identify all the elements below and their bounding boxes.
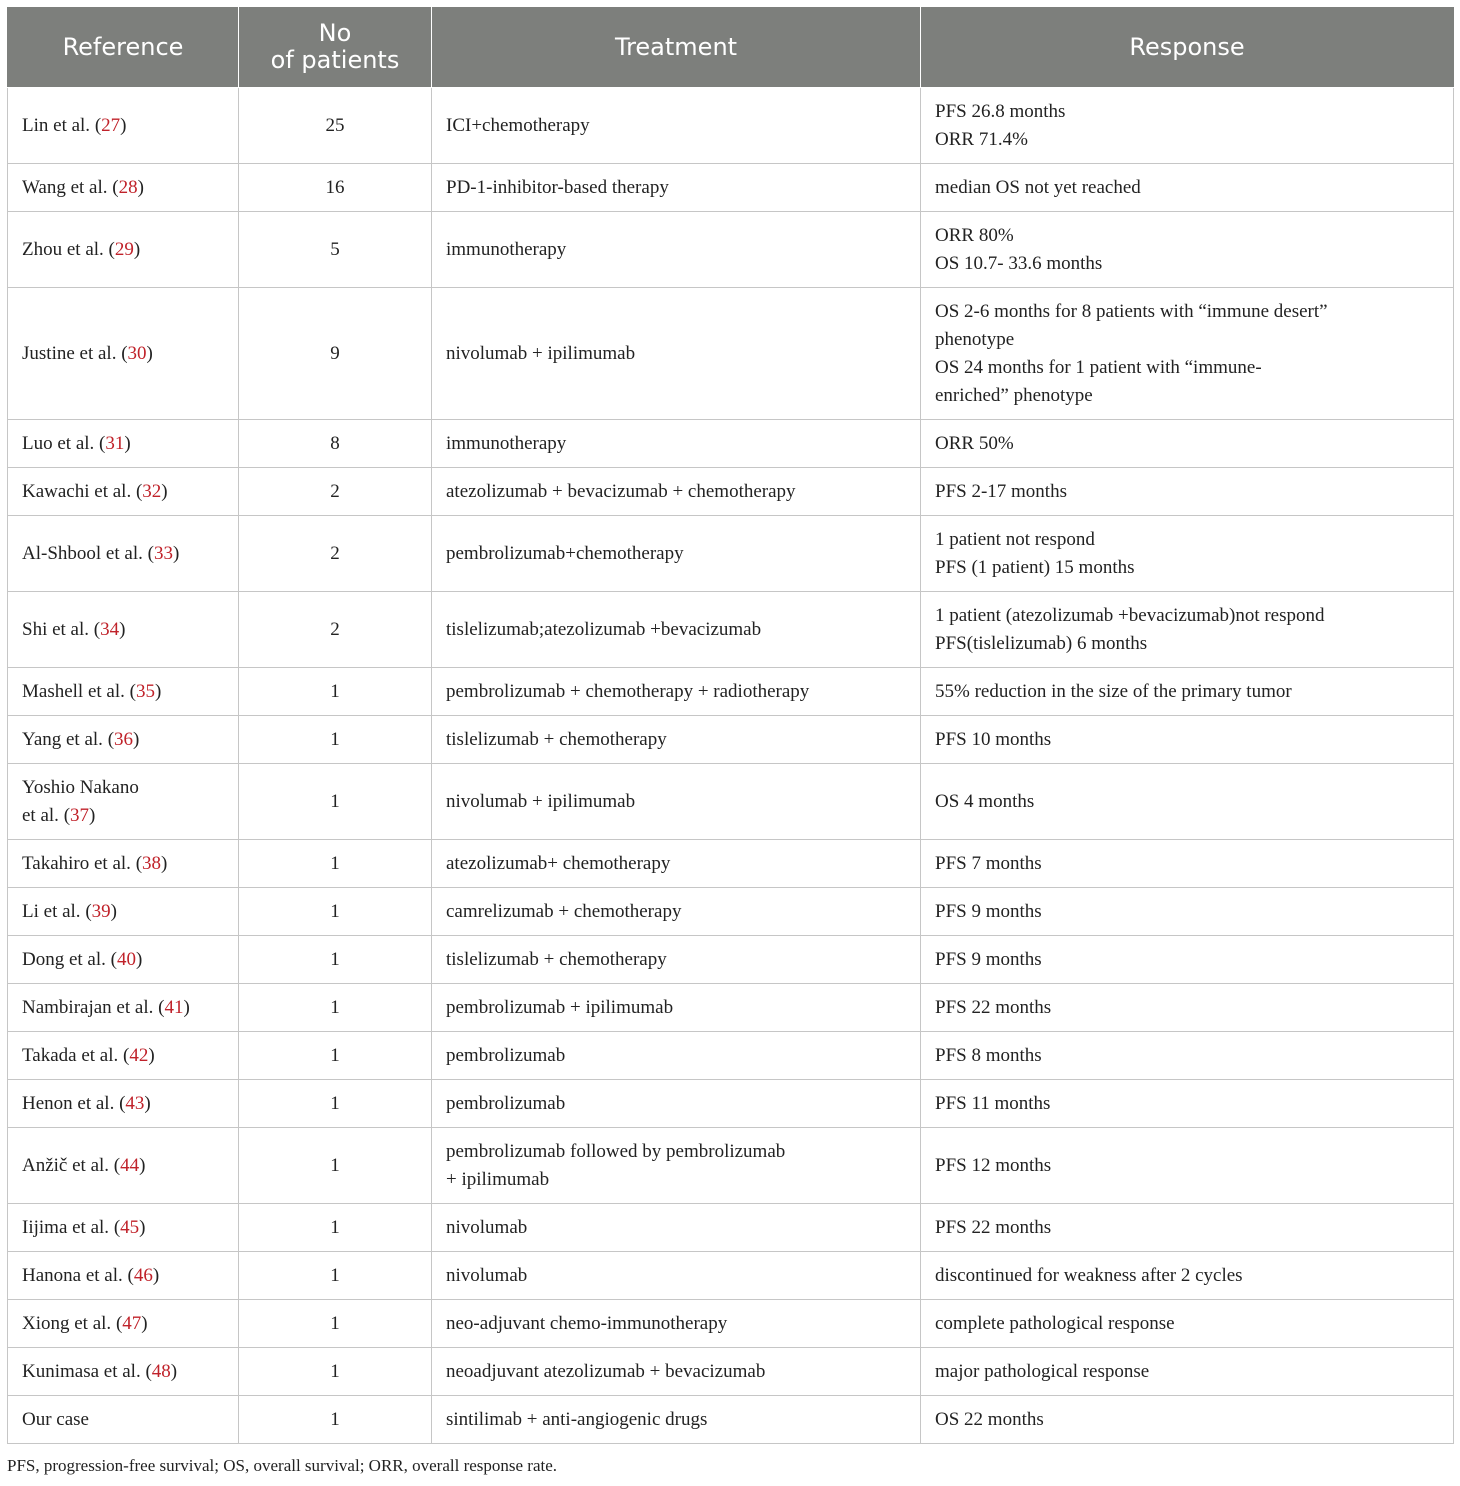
reference-cell: Yoshio Nakano et al. (37) (8, 764, 239, 840)
response-text: OS 22 months (935, 1409, 1044, 1430)
table-row (8, 764, 1454, 840)
reference-author: Kunimasa et al. (22, 1361, 141, 1382)
treatment-text: ICI+chemotherapy (446, 115, 590, 136)
patients-count-cell: 1 (239, 1348, 432, 1396)
treatment-cell (432, 164, 921, 212)
patients-count-cell: 1 (239, 1252, 432, 1300)
response-text: OS 2-6 months for 8 patients with “immune desert” (935, 301, 1328, 322)
treatment-text: neo-adjuvant chemo-immunotherapy (446, 1313, 728, 1334)
response-cell (921, 288, 1454, 420)
citation-link[interactable]: 34 (100, 619, 120, 640)
treatment-text: atezolizumab + bevacizumab + chemotherapy (446, 481, 796, 502)
treatment-text: atezolizumab+ chemotherapy (446, 853, 671, 874)
treatment-cell (432, 668, 921, 716)
table-row (8, 1396, 1454, 1444)
citation-link[interactable]: 44 (120, 1155, 140, 1176)
response-text: PFS 10 months (935, 729, 1052, 750)
treatment-text: nivolumab + ipilimumab (446, 343, 636, 364)
response-text: PFS (1 patient) 15 months (935, 557, 1135, 578)
response-cell (921, 516, 1454, 592)
table-row (8, 288, 1454, 420)
reference-cell: Anžič et al. (44) (8, 1128, 239, 1204)
response-text: 55% reduction in the size of the primary tumor (935, 681, 1292, 702)
table-row (8, 212, 1454, 288)
reference-cell: Luo et al. (31) (8, 420, 239, 468)
reference-author: et al. (22, 805, 59, 826)
treatment-cell (432, 764, 921, 840)
treatment-cell (432, 88, 921, 164)
reference-author: Shi et al. (22, 619, 90, 640)
citation-link[interactable]: 40 (116, 949, 136, 970)
citation-link[interactable]: 32 (142, 481, 162, 502)
reference-author: Wang et al. (22, 177, 108, 198)
reference-cell: Kunimasa et al. (48) (8, 1348, 239, 1396)
treatment-text: pembrolizumab + chemotherapy + radiotherapy (446, 681, 810, 702)
reference-author: Zhou et al. (22, 239, 104, 260)
reference-cell: Lin et al. (27) (8, 88, 239, 164)
response-cell (921, 1300, 1454, 1348)
treatment-text: immunotherapy (446, 433, 567, 454)
treatment-cell (432, 1396, 921, 1444)
citation-link[interactable]: 43 (125, 1093, 145, 1114)
response-cell (921, 1396, 1454, 1444)
patients-count-cell: 1 (239, 1128, 432, 1204)
reference-cell: Takada et al. (42) (8, 1032, 239, 1080)
response-text: ORR 80% (935, 225, 1014, 246)
treatment-cell (432, 840, 921, 888)
table-row (8, 1252, 1454, 1300)
response-cell (921, 764, 1454, 840)
reference-author: Dong et al. (22, 949, 106, 970)
patients-count-cell: 1 (239, 984, 432, 1032)
response-cell (921, 1080, 1454, 1128)
treatment-cell (432, 1300, 921, 1348)
reference-cell: Zhou et al. (29) (8, 212, 239, 288)
citation-link[interactable]: 31 (105, 433, 125, 454)
patients-count-cell: 2 (239, 592, 432, 668)
citation-link[interactable]: 29 (114, 239, 134, 260)
patients-count-cell: 2 (239, 516, 432, 592)
header-no-of-patients: No of patients (239, 7, 432, 88)
treatment-cell (432, 212, 921, 288)
header-treatment: Treatment (432, 7, 921, 88)
treatment-cell (432, 1128, 921, 1204)
reference-author: Mashell et al. (22, 681, 125, 702)
patients-count-cell: 8 (239, 420, 432, 468)
treatment-text: tislelizumab;atezolizumab +bevacizumab (446, 619, 762, 640)
treatment-text: immunotherapy (446, 239, 567, 260)
patients-count-cell: 1 (239, 1396, 432, 1444)
table-row (8, 420, 1454, 468)
treatment-cell (432, 1204, 921, 1252)
reference-author: Justine et al. (22, 343, 117, 364)
response-cell (921, 164, 1454, 212)
response-cell (921, 212, 1454, 288)
reference-author: Yang et al. (22, 729, 103, 750)
treatment-cell (432, 420, 921, 468)
reference-author: Luo et al. (22, 433, 95, 454)
treatment-text: nivolumab + ipilimumab (446, 791, 636, 812)
response-text: PFS 9 months (935, 949, 1042, 970)
reference-author: Lin et al. (22, 115, 91, 136)
response-text: 1 patient not respond (935, 529, 1095, 550)
response-text: PFS 8 months (935, 1045, 1042, 1066)
table-row (8, 840, 1454, 888)
reference-author: Takahiro et al. (22, 853, 131, 874)
citation-link[interactable]: 39 (91, 901, 111, 922)
treatment-cell (432, 288, 921, 420)
response-text: phenotype (935, 329, 1015, 350)
treatment-cell (432, 516, 921, 592)
table-row (8, 888, 1454, 936)
reference-cell: Wang et al. (28) (8, 164, 239, 212)
response-text: PFS 9 months (935, 901, 1042, 922)
response-text: OS 24 months for 1 patient with “immune- (935, 357, 1262, 378)
response-text: OS 4 months (935, 791, 1035, 812)
reference-author: Li et al. (22, 901, 81, 922)
citation-link[interactable]: 36 (114, 729, 134, 750)
treatment-text: nivolumab (446, 1217, 528, 1238)
reference-author: Kawachi et al. (22, 481, 132, 502)
reference-cell: Al-Shbool et al. (33) (8, 516, 239, 592)
response-text: PFS 26.8 months (935, 101, 1066, 122)
reference-cell: Justine et al. (30) (8, 288, 239, 420)
treatment-cell (432, 1252, 921, 1300)
treatment-cell (432, 592, 921, 668)
citation-link[interactable]: 33 (153, 543, 173, 564)
patients-count-cell: 1 (239, 840, 432, 888)
citation-link[interactable]: 41 (164, 997, 184, 1018)
treatment-cell (432, 1080, 921, 1128)
response-cell (921, 1204, 1454, 1252)
citation-link[interactable]: 38 (142, 853, 162, 874)
response-text: PFS 12 months (935, 1155, 1052, 1176)
response-text: 1 patient (atezolizumab +bevacizumab)not respond (935, 605, 1325, 626)
patients-count-cell: 1 (239, 936, 432, 984)
treatment-text: pembrolizumab + ipilimumab (446, 997, 674, 1018)
response-cell (921, 1252, 1454, 1300)
studies-table (7, 7, 1454, 1444)
response-text: discontinued for weakness after 2 cycles (935, 1265, 1243, 1286)
citation-link[interactable]: 30 (127, 343, 147, 364)
treatment-text: tislelizumab + chemotherapy (446, 949, 667, 970)
table-row (8, 468, 1454, 516)
treatment-text: pembrolizumab followed by pembrolizumab (446, 1141, 786, 1162)
reference-author: Our case (22, 1409, 89, 1430)
response-cell (921, 468, 1454, 516)
reference-cell: Henon et al. (43) (8, 1080, 239, 1128)
treatment-cell (432, 888, 921, 936)
reference-cell: Kawachi et al. (32) (8, 468, 239, 516)
treatment-cell (432, 1348, 921, 1396)
citation-link[interactable]: 48 (151, 1361, 171, 1382)
table-row (8, 1300, 1454, 1348)
patients-count-cell: 1 (239, 1204, 432, 1252)
reference-author: Takada et al. (22, 1045, 119, 1066)
response-text: PFS 7 months (935, 853, 1042, 874)
treatment-text: sintilimab + anti-angiogenic drugs (446, 1409, 708, 1430)
patients-count-cell: 2 (239, 468, 432, 516)
treatment-cell (432, 936, 921, 984)
patients-count-cell: 1 (239, 668, 432, 716)
table-row (8, 1128, 1454, 1204)
citation-link[interactable]: 28 (118, 177, 138, 198)
response-text: median OS not yet reached (935, 177, 1141, 198)
reference-cell (8, 1396, 239, 1444)
reference-cell: Mashell et al. (35) (8, 668, 239, 716)
response-text: PFS 22 months (935, 1217, 1052, 1238)
reference-author: Yoshio Nakano (22, 777, 139, 798)
treatment-cell (432, 468, 921, 516)
patients-count-cell: 1 (239, 888, 432, 936)
header-row (8, 7, 1454, 88)
citation-link[interactable]: 45 (120, 1217, 140, 1238)
table-row (8, 164, 1454, 212)
treatment-text: pembrolizumab (446, 1045, 566, 1066)
treatment-text: PD-1-inhibitor-based therapy (446, 177, 669, 198)
table-row (8, 88, 1454, 164)
treatment-text: nivolumab (446, 1265, 528, 1286)
citation-link[interactable]: 42 (129, 1045, 149, 1066)
response-cell (921, 420, 1454, 468)
reference-cell: Yang et al. (36) (8, 716, 239, 764)
table-row (8, 1032, 1454, 1080)
patients-count-cell: 1 (239, 1032, 432, 1080)
response-text: PFS 22 months (935, 997, 1052, 1018)
response-cell (921, 936, 1454, 984)
treatment-text: tislelizumab + chemotherapy (446, 729, 667, 750)
table-row (8, 592, 1454, 668)
patients-count-cell: 1 (239, 1080, 432, 1128)
reference-author: Iijima et al. (22, 1217, 110, 1238)
treatment-cell (432, 716, 921, 764)
response-cell (921, 1348, 1454, 1396)
reference-cell: Li et al. (39) (8, 888, 239, 936)
table-row (8, 1204, 1454, 1252)
table-row (8, 936, 1454, 984)
table-row (8, 1080, 1454, 1128)
response-text: PFS(tislelizumab) 6 months (935, 633, 1148, 654)
treatment-text: camrelizumab + chemotherapy (446, 901, 682, 922)
response-cell (921, 984, 1454, 1032)
table-row (8, 984, 1454, 1032)
response-text: PFS 2-17 months (935, 481, 1067, 502)
table-footnote: PFS, progression-free survival; OS, overall survival; ORR, overall response rate. (7, 1456, 558, 1475)
response-text: PFS 11 months (935, 1093, 1051, 1114)
patients-count-cell: 1 (239, 716, 432, 764)
patients-count-cell: 1 (239, 764, 432, 840)
reference-author: Al-Shbool et al. (22, 543, 143, 564)
citation-link[interactable]: 35 (135, 681, 155, 702)
reference-cell: Hanona et al. (46) (8, 1252, 239, 1300)
patients-count-cell: 16 (239, 164, 432, 212)
citation-link[interactable]: 27 (101, 115, 121, 136)
treatment-text: + ipilimumab (446, 1169, 550, 1190)
citation-link[interactable]: 46 (133, 1265, 153, 1286)
reference-author: Henon et al. (22, 1093, 115, 1114)
table-header (8, 7, 1454, 88)
patients-count-cell: 9 (239, 288, 432, 420)
response-text: enriched” phenotype (935, 385, 1093, 406)
response-cell (921, 668, 1454, 716)
response-cell (921, 716, 1454, 764)
reference-author: Hanona et al. (22, 1265, 123, 1286)
reference-cell: Takahiro et al. (38) (8, 840, 239, 888)
treatment-cell (432, 1032, 921, 1080)
response-cell (921, 592, 1454, 668)
response-text: OS 10.7- 33.6 months (935, 253, 1103, 274)
treatment-text: pembrolizumab (446, 1093, 566, 1114)
patients-count-cell: 25 (239, 88, 432, 164)
response-text: ORR 71.4% (935, 129, 1028, 150)
response-cell (921, 840, 1454, 888)
treatment-cell (432, 984, 921, 1032)
reference-author: Nambirajan et al. (22, 997, 154, 1018)
response-cell (921, 1032, 1454, 1080)
response-cell (921, 888, 1454, 936)
citation-link[interactable]: 37 (70, 805, 90, 826)
header-reference: Reference (8, 7, 239, 88)
header-response: Response (921, 7, 1454, 88)
response-text: ORR 50% (935, 433, 1014, 454)
reference-cell: Nambirajan et al. (41) (8, 984, 239, 1032)
reference-author: Anžič et al. (22, 1155, 110, 1176)
reference-cell: Dong et al. (40) (8, 936, 239, 984)
response-text: major pathological response (935, 1361, 1150, 1382)
reference-cell: Shi et al. (34) (8, 592, 239, 668)
patients-count-cell: 5 (239, 212, 432, 288)
reference-cell: Xiong et al. (47) (8, 1300, 239, 1348)
response-cell (921, 88, 1454, 164)
response-text: complete pathological response (935, 1313, 1175, 1334)
table-row (8, 668, 1454, 716)
response-cell (921, 1128, 1454, 1204)
treatment-text: neoadjuvant atezolizumab + bevacizumab (446, 1361, 766, 1382)
table-body (8, 88, 1454, 1444)
table-row (8, 516, 1454, 592)
table-row (8, 1348, 1454, 1396)
reference-cell: Iijima et al. (45) (8, 1204, 239, 1252)
reference-author: Xiong et al. (22, 1313, 112, 1334)
table-row (8, 716, 1454, 764)
patients-count-cell: 1 (239, 1300, 432, 1348)
citation-link[interactable]: 47 (122, 1313, 142, 1334)
treatment-text: pembrolizumab+chemotherapy (446, 543, 684, 564)
